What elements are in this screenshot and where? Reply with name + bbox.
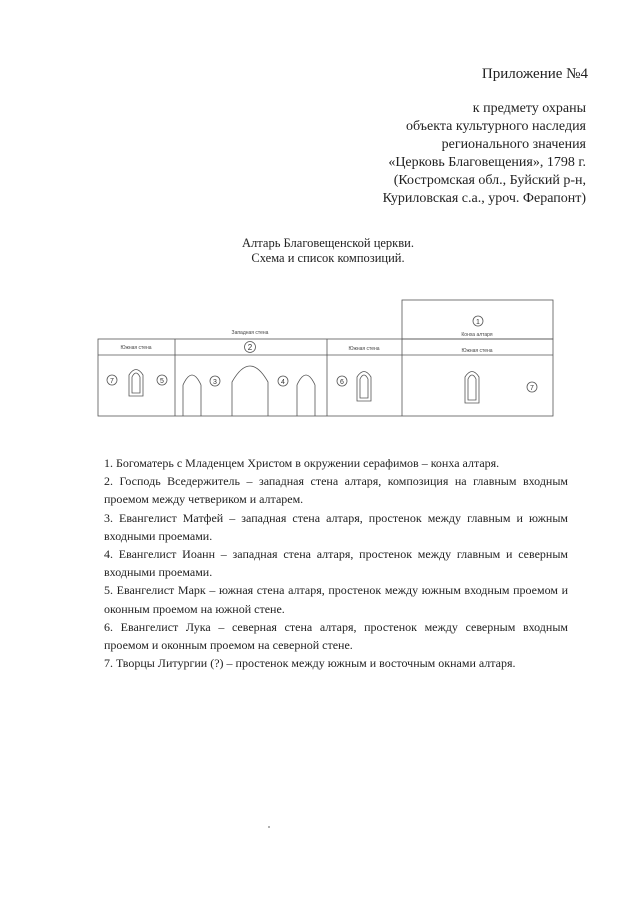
scheme-title-line: Алтарь Благовещенской церкви.	[242, 236, 414, 250]
label-south-wall-right: Южная стена	[461, 348, 493, 354]
svg-text:7: 7	[530, 385, 534, 392]
svg-text:3: 3	[213, 379, 217, 386]
marker-6	[337, 376, 347, 386]
marker-3	[210, 376, 220, 386]
label-south-wall-left: Южная стена	[120, 345, 152, 351]
subject-line: (Костромская обл., Буйский р-н,	[393, 173, 586, 188]
svg-text:1: 1	[476, 319, 480, 326]
window-mid	[357, 372, 371, 402]
door-south	[183, 375, 201, 416]
composition-item: 6. Евангелист Лука – северная стена алтаря, простенок между северным входным проемом и оконным проемом на северной стене.	[104, 619, 568, 653]
subject-line: объекта культурного наследия	[406, 119, 586, 134]
subject-line: «Церковь Благовещения», 1798 г.	[388, 155, 586, 170]
label-conch: Конха алтаря	[461, 332, 493, 338]
marker-5	[157, 375, 167, 385]
door-main	[232, 366, 268, 416]
subject-line: регионального значения	[441, 137, 586, 152]
marker-2	[245, 342, 256, 353]
scheme-title-line: Схема и список композиций.	[251, 251, 405, 265]
composition-item: 3. Евангелист Матфей – западная стена алтаря, простенок между главным и южным входными проемами.	[104, 510, 568, 543]
composition-item: 1. Богоматерь с Младенцем Христом в окружении серафимов – конха алтаря.	[104, 456, 500, 470]
scan-speck	[268, 826, 270, 828]
svg-text:2: 2	[247, 343, 253, 352]
composition-list	[104, 454, 568, 672]
svg-text:5: 5	[160, 378, 164, 385]
window-left	[129, 370, 143, 397]
marker-7-left	[107, 375, 117, 385]
svg-text:4: 4	[281, 379, 285, 386]
composition-item: 7. Творцы Литургии (?) – простенок между южным и восточным окнами алтаря.	[104, 656, 516, 671]
composition-item: 2. Господь Вседержитель – западная стена алтаря, композиция на главным входным проемом между четвериком и алтарем.	[104, 474, 568, 507]
label-west-wall: Западная стена	[231, 330, 269, 336]
svg-text:7: 7	[110, 378, 114, 385]
composition-item: 5. Евангелист Марк – южная стена алтаря, простенок между южным входным проемом и оконным проемом на южной стене.	[104, 583, 568, 616]
subject-line: к предмету охраны	[472, 101, 586, 116]
window-right	[465, 372, 479, 404]
marker-4	[278, 376, 288, 386]
subject-line: Куриловская с.а., уроч. Ферапонт)	[382, 191, 586, 206]
marker-7-right	[527, 382, 537, 392]
door-north	[297, 375, 315, 416]
marker-1	[473, 316, 483, 326]
appendix-number: Приложение №4	[481, 66, 588, 82]
label-south-wall-mid: Южная стена	[348, 346, 380, 352]
composition-item: 4. Евангелист Иоанн – западная стена алтаря, простенок между главным и северным входными проемами.	[104, 547, 568, 580]
svg-text:6: 6	[340, 379, 344, 386]
